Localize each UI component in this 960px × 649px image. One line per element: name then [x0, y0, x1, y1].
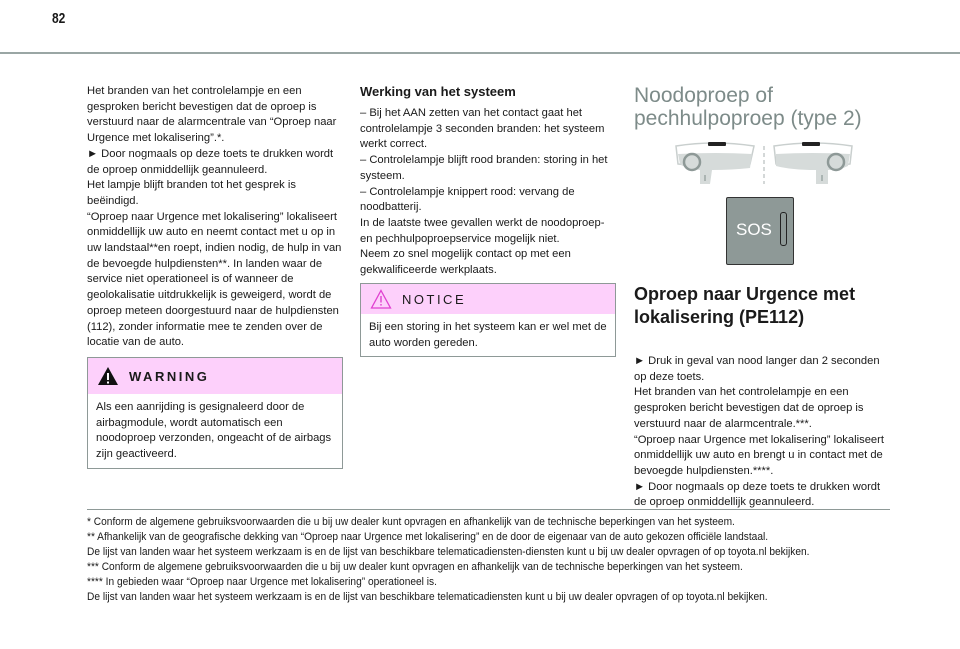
footnote-rule: [87, 509, 890, 510]
warning-title: WARNING: [129, 368, 210, 384]
notice-triangle-icon: [370, 289, 392, 309]
dashboard-illustration: [672, 140, 872, 188]
paragraph: Het lampje blijft branden tot het gesprek is beëindigd.: [87, 179, 296, 207]
sos-indicator-lamp: [780, 212, 787, 246]
warning-triangle-icon: [97, 366, 119, 386]
column-3-text: [634, 354, 892, 511]
column-3: [634, 84, 892, 130]
warning-header: [88, 358, 342, 394]
section-title: [634, 84, 892, 130]
footnote: **** In gebieden waar “Oproep naar Urgence met lokalisering” operationeel is.: [87, 576, 437, 588]
page-number: 82: [52, 10, 66, 27]
sos-button[interactable]: [726, 197, 794, 265]
footnotes: [87, 515, 865, 605]
column-2: [360, 84, 616, 279]
paragraph: ► Druk in geval van nood langer dan 2 seconden op deze toets.: [634, 355, 880, 383]
header-rule: [0, 52, 960, 54]
footnote: *** Conform de algemene gebruiksvoorwaarden die u bij uw dealer kunt opvragen en afhankelijk van de technische beperkingen van het systeem.: [87, 561, 743, 573]
title-line: pechhulpoproep (type 2): [634, 107, 862, 130]
paragraph: “Oproep naar Urgence met lokalisering” lokaliseert onmiddellijk uw auto en brengt u in contact met de bevoegde hulpdiensten.****.: [634, 433, 884, 477]
sos-label: SOS: [736, 220, 772, 239]
notice-box: [360, 283, 616, 357]
footnote: De lijst van landen waar het systeem werkzaam is en de lijst van beschikbare telematicadiensten kunt u bij uw dealer opvragen of op toyota.nl bekijken.: [87, 591, 768, 603]
paragraph: ► Door nogmaals op deze toets te drukken wordt de oproep onmiddellijk geannuleerd.: [87, 147, 334, 176]
section-heading: Werking van het systeem: [360, 84, 516, 99]
paragraph: Het branden van het controlelampje en een gesproken bericht bevestigen dat de oproep is verstuurd naar de alarmcentrale.***.: [634, 386, 864, 430]
paragraph: Neem zo snel mogelijk contact op met een gekwalificeerde werkplaats.: [360, 248, 571, 277]
warning-box: [87, 357, 343, 469]
paragraph: ► Door nogmaals op deze toets te drukken wordt de oproep onmiddellijk geannuleerd.: [634, 480, 881, 509]
paragraph: – Bij het AAN zetten van het contact gaat het controlelampje 3 seconden branden: het systeem werkt correct.: [360, 107, 605, 151]
column-1: [87, 84, 343, 351]
section-heading: Oproep naar Urgence met lokalisering (PE112): [634, 284, 856, 327]
footnote: * Conform de algemene gebruiksvoorwaarden die u bij uw dealer kunt opvragen en afhankelijk van de technische beperkingen van het systeem.: [87, 516, 735, 528]
footnote: ** Afhankelijk van de geografische dekking van “Oproep naar Urgence met lokalisering” en de door de eigenaar van de auto gekozen officiële landstaal.: [87, 531, 769, 543]
notice-text: Bij een storing in het systeem kan er wel met de auto worden gereden.: [369, 321, 607, 349]
paragraph: Het branden van het controlelampje en een gesproken bericht bevestigen dat de oproep is verstuurd naar de alarmcentrale van “Oproep naar Urgence met lokalisering”.*.: [87, 85, 337, 145]
notice-title: NOTICE: [402, 291, 467, 307]
warning-text: Als een aanrijding is gesignaleerd door de airbagmodule, wordt automatisch een noodoproep verzonden, ongeacht of de airbags zijn geactiveerd.: [96, 401, 332, 461]
paragraph: – Controlelampje knippert rood: vervang de noodbatterij.: [360, 185, 575, 214]
notice-header: [361, 284, 615, 314]
footnote: De lijst van landen waar het systeem werkzaam is en de lijst van beschikbare telematicadiensten-diensten kunt u bij uw dealer opvragen of op toyota.nl bekijken.: [87, 546, 810, 558]
title-line: Noodoproep of: [634, 84, 773, 107]
paragraph: In de laatste twee gevallen werkt de noodoproep- en pechhulpoproepservice mogelijk niet.: [360, 216, 605, 245]
paragraph: “Oproep naar Urgence met lokalisering” lokaliseert onmiddellijk uw auto en neemt contact met u op in uw landstaal**en roept, indien nodig, de hulp in van de bevoegde hulpdiensten**. In landen waar de service niet operationeel is of wanneer de geolokalisatie uitdrukkelijk is geweigerd, wordt de oproep meteen doorgestuurd naar de hulpdiensten (112), zonder informatie mee te zenden over de locatie van de auto.: [87, 210, 342, 349]
paragraph: – Controlelampje blijft rood branden: storing in het systeem.: [360, 154, 608, 182]
